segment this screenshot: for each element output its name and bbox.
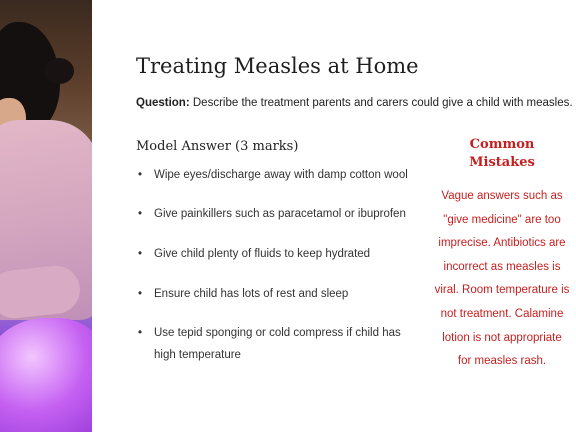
parent-child-photo — [0, 0, 92, 432]
answer-item: • Wipe eyes/discharge away with damp cotton wool — [136, 164, 408, 186]
question-label: Question: — [136, 97, 190, 109]
common-mistakes-heading: Common Mistakes — [469, 137, 535, 170]
question — [136, 97, 572, 109]
question-text: Describe the treatment parents and carers could give a child with measles. — [189, 97, 573, 109]
answer-item: • Give painkillers such as paracetamol or ibuprofen — [136, 203, 406, 225]
photo-blanket — [0, 318, 92, 432]
answer-item: • Ensure child has lots of rest and sleep — [136, 283, 348, 305]
common-mistakes-text: Vague answers such as "give medicine" are too imprecise. Antibiotics are incorrect as measles is viral. Room temperature is not treatment. Calamine lotion is not appropriate for measles rash. — [434, 190, 570, 368]
model-answer-heading: Model Answer (3 marks) — [136, 139, 299, 154]
answer-item: • Use tepid sponging or cold compress if child has high temperature — [136, 322, 422, 366]
slide-title: Treating Measles at Home — [136, 54, 419, 78]
answer-item: • Give child plenty of fluids to keep hydrated — [136, 243, 370, 265]
photo-hair-bun — [44, 58, 74, 84]
